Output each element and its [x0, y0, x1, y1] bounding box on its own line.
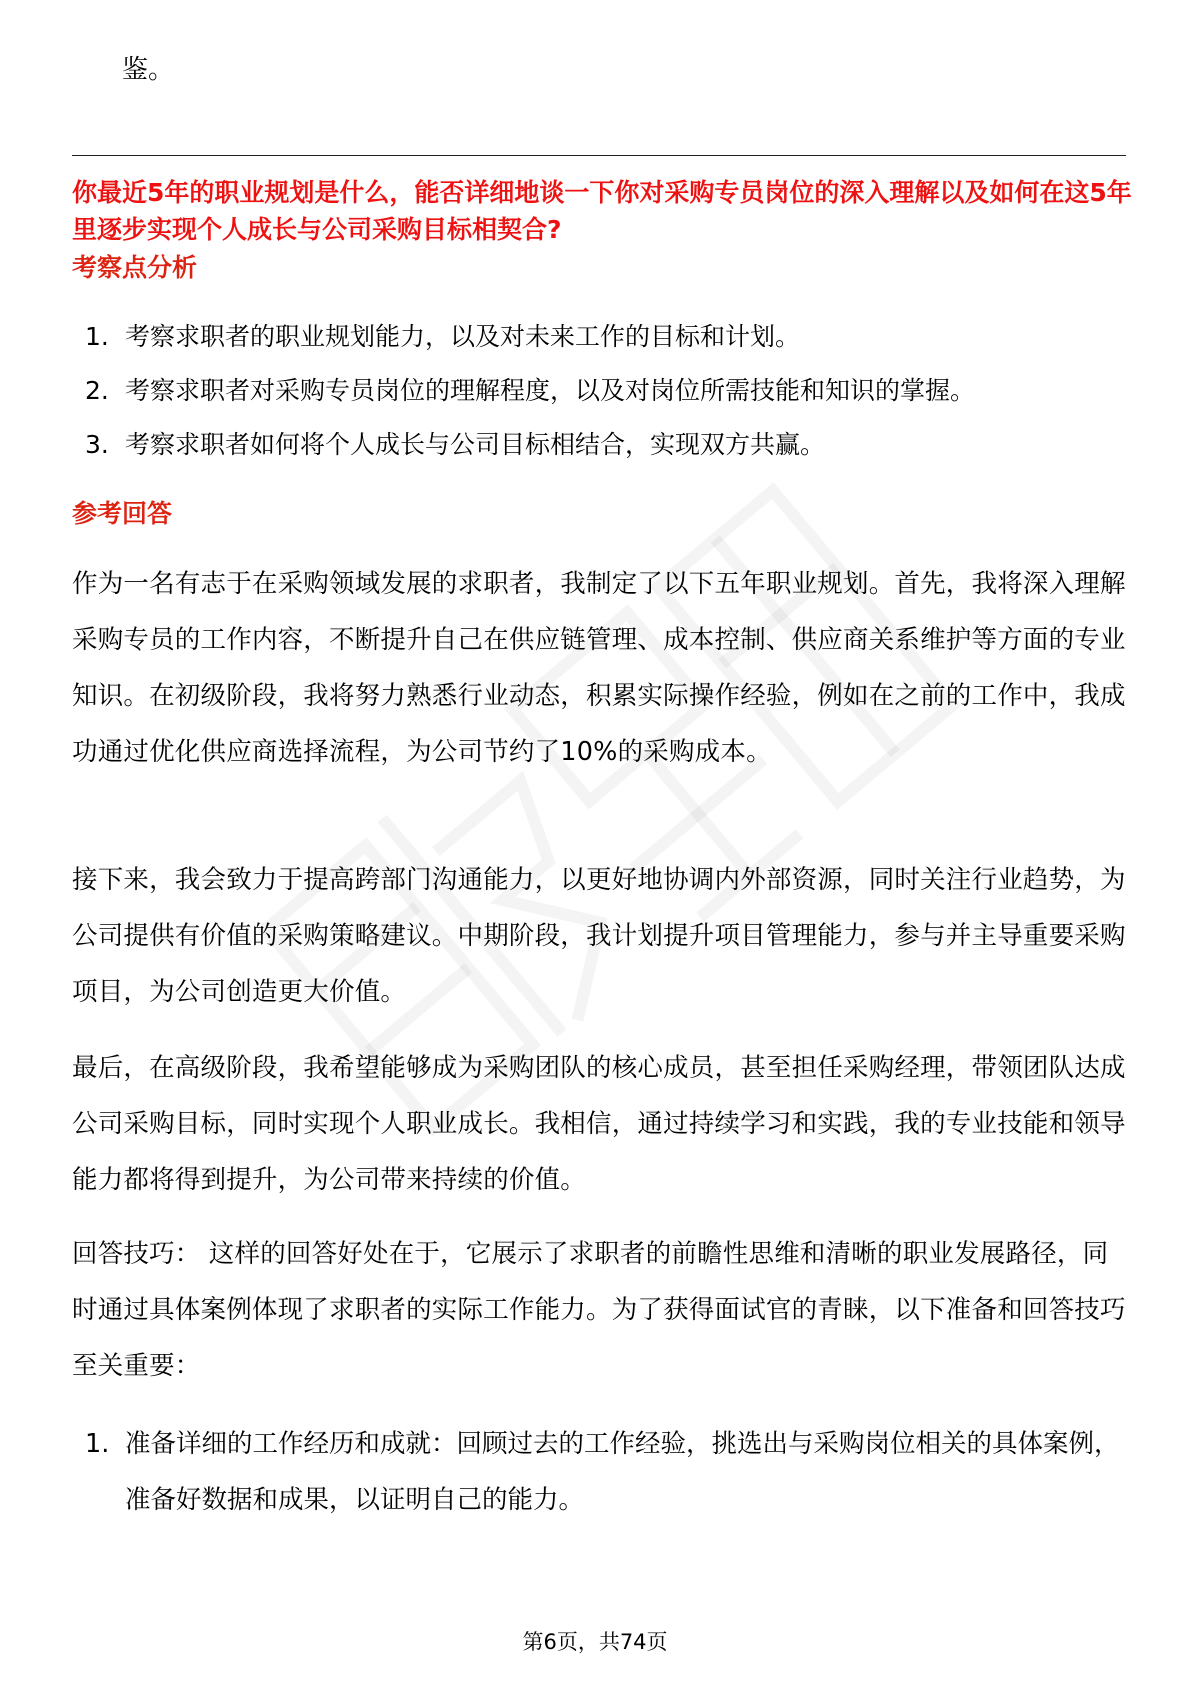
analysis-list-item [85, 371, 1135, 411]
list-text: 准备详细的工作经历和成就：回顾过去的工作经验，挑选出与采购岗位相关的具体案例，准备好数据和成果，以证明自己的能力。 [125, 1429, 1120, 1515]
list-text: 考察求职者的职业规划能力，以及对未来工作的目标和计划。 [125, 322, 801, 351]
analysis-list-item [85, 425, 1135, 465]
list-number: 1. [85, 1429, 110, 1459]
answer-paragraph: 作为一名有志于在采购领域发展的求职者，我制定了以下五年职业规划。首先，我将深入理解采购专员的工作内容，不断提升自己在供应链管理、成本控制、供应商关系维护等方面的专业知识。在初级阶段，我将努力熟悉行业动态，积累实际操作经验，例如在之前的工作中，我成功通过优化供应商选择流程，为公司节约了10%的采购成本。 [72, 569, 1126, 767]
list-text: 考察求职者如何将个人成长与公司目标相结合，实现双方共赢。 [125, 430, 826, 459]
tips-intro: 回答技巧： 这样的回答好处在于，它展示了求职者的前瞻性思维和清晰的职业发展路径，同时通过具体案例体现了求职者的实际工作能力。为了获得面试官的青睐，以下准备和回答技巧至关重要： [72, 1239, 1126, 1381]
answer-paragraph: 最后，在高级阶段，我希望能够成为采购团队的核心成员，甚至担任采购经理，带领团队达成公司采购目标，同时实现个人职业成长。我相信，通过持续学习和实践，我的专业技能和领导能力都将得到提升，为公司带来持续的价值。 [72, 1053, 1126, 1195]
interview-question: 你最近5年的职业规划是什么，能否详细地谈一下你对采购专员岗位的深入理解以及如何在这5年里逐步实现个人成长与公司采购目标相契合? [72, 178, 1132, 244]
list-number: 3. [85, 430, 109, 459]
tips-list-item [85, 1416, 1125, 1528]
list-text: 考察求职者对采购专员岗位的理解程度，以及对岗位所需技能和知识的掌握。 [125, 376, 976, 405]
list-number: 1. [85, 322, 109, 351]
analysis-heading: 考察点分析 [72, 253, 198, 282]
page-footer: 第6页，共74页 [522, 1630, 668, 1654]
continuation-text: 鉴。 [122, 55, 175, 85]
answer-heading: 参考回答 [72, 499, 173, 528]
analysis-list-item [85, 317, 1135, 357]
list-number: 2. [85, 376, 109, 405]
section-divider [72, 155, 1126, 156]
answer-paragraph: 接下来，我会致力于提高跨部门沟通能力，以更好地协调内外部资源，同时关注行业趋势，为公司提供有价值的采购策略建议。中期阶段，我计划提升项目管理能力，参与并主导重要采购项目，为公司创造更大价值。 [72, 865, 1126, 1007]
